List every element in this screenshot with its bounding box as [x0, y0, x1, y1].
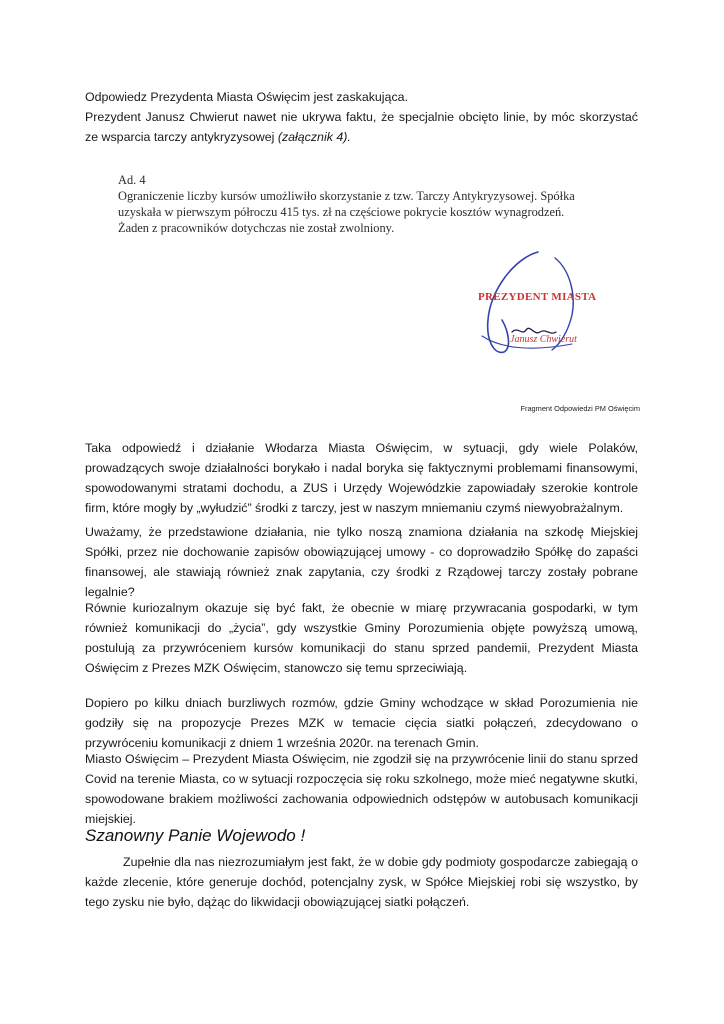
scan-line: Ograniczenie liczby kursów umożliwiło skorzystanie z tzw. Tarczy Antykryzysowej. Spółka	[118, 189, 575, 203]
intro-line-1: Odpowiedz Prezydenta Miasta Oświęcim jest zaskakująca.	[85, 90, 408, 104]
stamp-name: Janusz Chwierut	[510, 334, 577, 345]
paragraph: Równie kuriozalnym okazuje się być fakt, że obecnie w miarę przywracania gospodarki, w tym również komunikacji do „życia”, gdy wszystkie Gminy Porozumienia objęte powyższą umową, postulują za przywróceniem kursów komunikacji do stanu sprzed pandemii, Prezydent Miasta Oświęcim z Prezes MZK Oświęcim, stanowczo się temu sprzeciwiają.	[85, 601, 638, 675]
signature-area	[460, 240, 630, 370]
closing-paragraph: Zupełnie dla nas niezrozumiałym jest fakt, że w dobie gdy podmioty gospodarcze zabiegają o każde zlecenie, które generuje dochód, potencjalny zysk, w Spółce Miejskiej robi się wszystko, by tego zysku nie było, dążąc do likwidacji obowiązującej siatki połączeń.	[85, 855, 638, 909]
attachment-reference: (załącznik 4).	[277, 130, 351, 144]
stamp-title: PREZYDENT MIASTA	[478, 291, 597, 303]
salutation-heading: Szanowny Panie Wojewodo !	[85, 826, 306, 845]
handwritten-signature	[460, 240, 630, 370]
intro-paragraph	[85, 107, 638, 147]
scan-line: Ad. 4	[118, 173, 146, 187]
paragraph: Dopiero po kilku dniach burzliwych rozmów, gdzie Gminy wchodzące w skład Porozumienia nie godziły się na propozycje Prezes MZK w temacie cięcia siatki połączeń, zdecydowano o przywróceniu komunikacji z dniem 1 września 2020r. na terenach Gmin.	[85, 696, 638, 750]
paragraph: Miasto Oświęcim – Prezydent Miasta Oświęcim, nie zgodził się na przywrócenie linii do stanu sprzed Covid na terenie Miasta, co w sytuacji rozpoczęcia się roku szkolnego, może mieć negatywne skutki, spowodowane brakiem możliwości zachowania odpowiednich odstępów w autobusach komunikacji miejskiej.	[85, 752, 638, 826]
scan-line: Żaden z pracowników dotychczas nie został zwolniony.	[118, 221, 395, 235]
intro-text: Prezydent Janusz Chwierut nawet nie ukrywa faktu, że specjalnie obcięto linie, by móc skorzystać ze wsparcia tarczy antykryzysowej	[85, 110, 638, 144]
scan-line: uzyskała w pierwszym półroczu 415 tys. zł na częściowe pokrycie kosztów wynagrodzeń.	[118, 205, 565, 219]
scanned-excerpt	[118, 172, 618, 236]
paragraph: Taka odpowiedź i działanie Włodarza Miasta Oświęcim, w sytuacji, gdy wiele Polaków, prowadzących swoje działalności borykało i nadal boryka się faktycznymi problemami finansowymi, spowodowanymi stratami dochodu, a ZUS i Urzędy Wojewódzkie zapowiadały szerokie kontrole firm, które mogły by „wyłudzić” środki z tarczy, jest w naszym mniemaniu czymś niewyobrażalnym.	[85, 441, 638, 515]
paragraph: Uważamy, że przedstawione działania, nie tylko noszą znamiona działania na szkodę Miejskiej Spółki, przez nie dochowanie zapisów obowiązującej umowy - co doprowadziło Spółkę do zapaści finansowej, ale stawiają również znak zapytania, czy środki z Rządowej tarczy zostały pobrane legalnie?	[85, 525, 638, 599]
excerpt-caption: Fragment Odpowiedzi PM Oświęcim	[520, 404, 640, 413]
